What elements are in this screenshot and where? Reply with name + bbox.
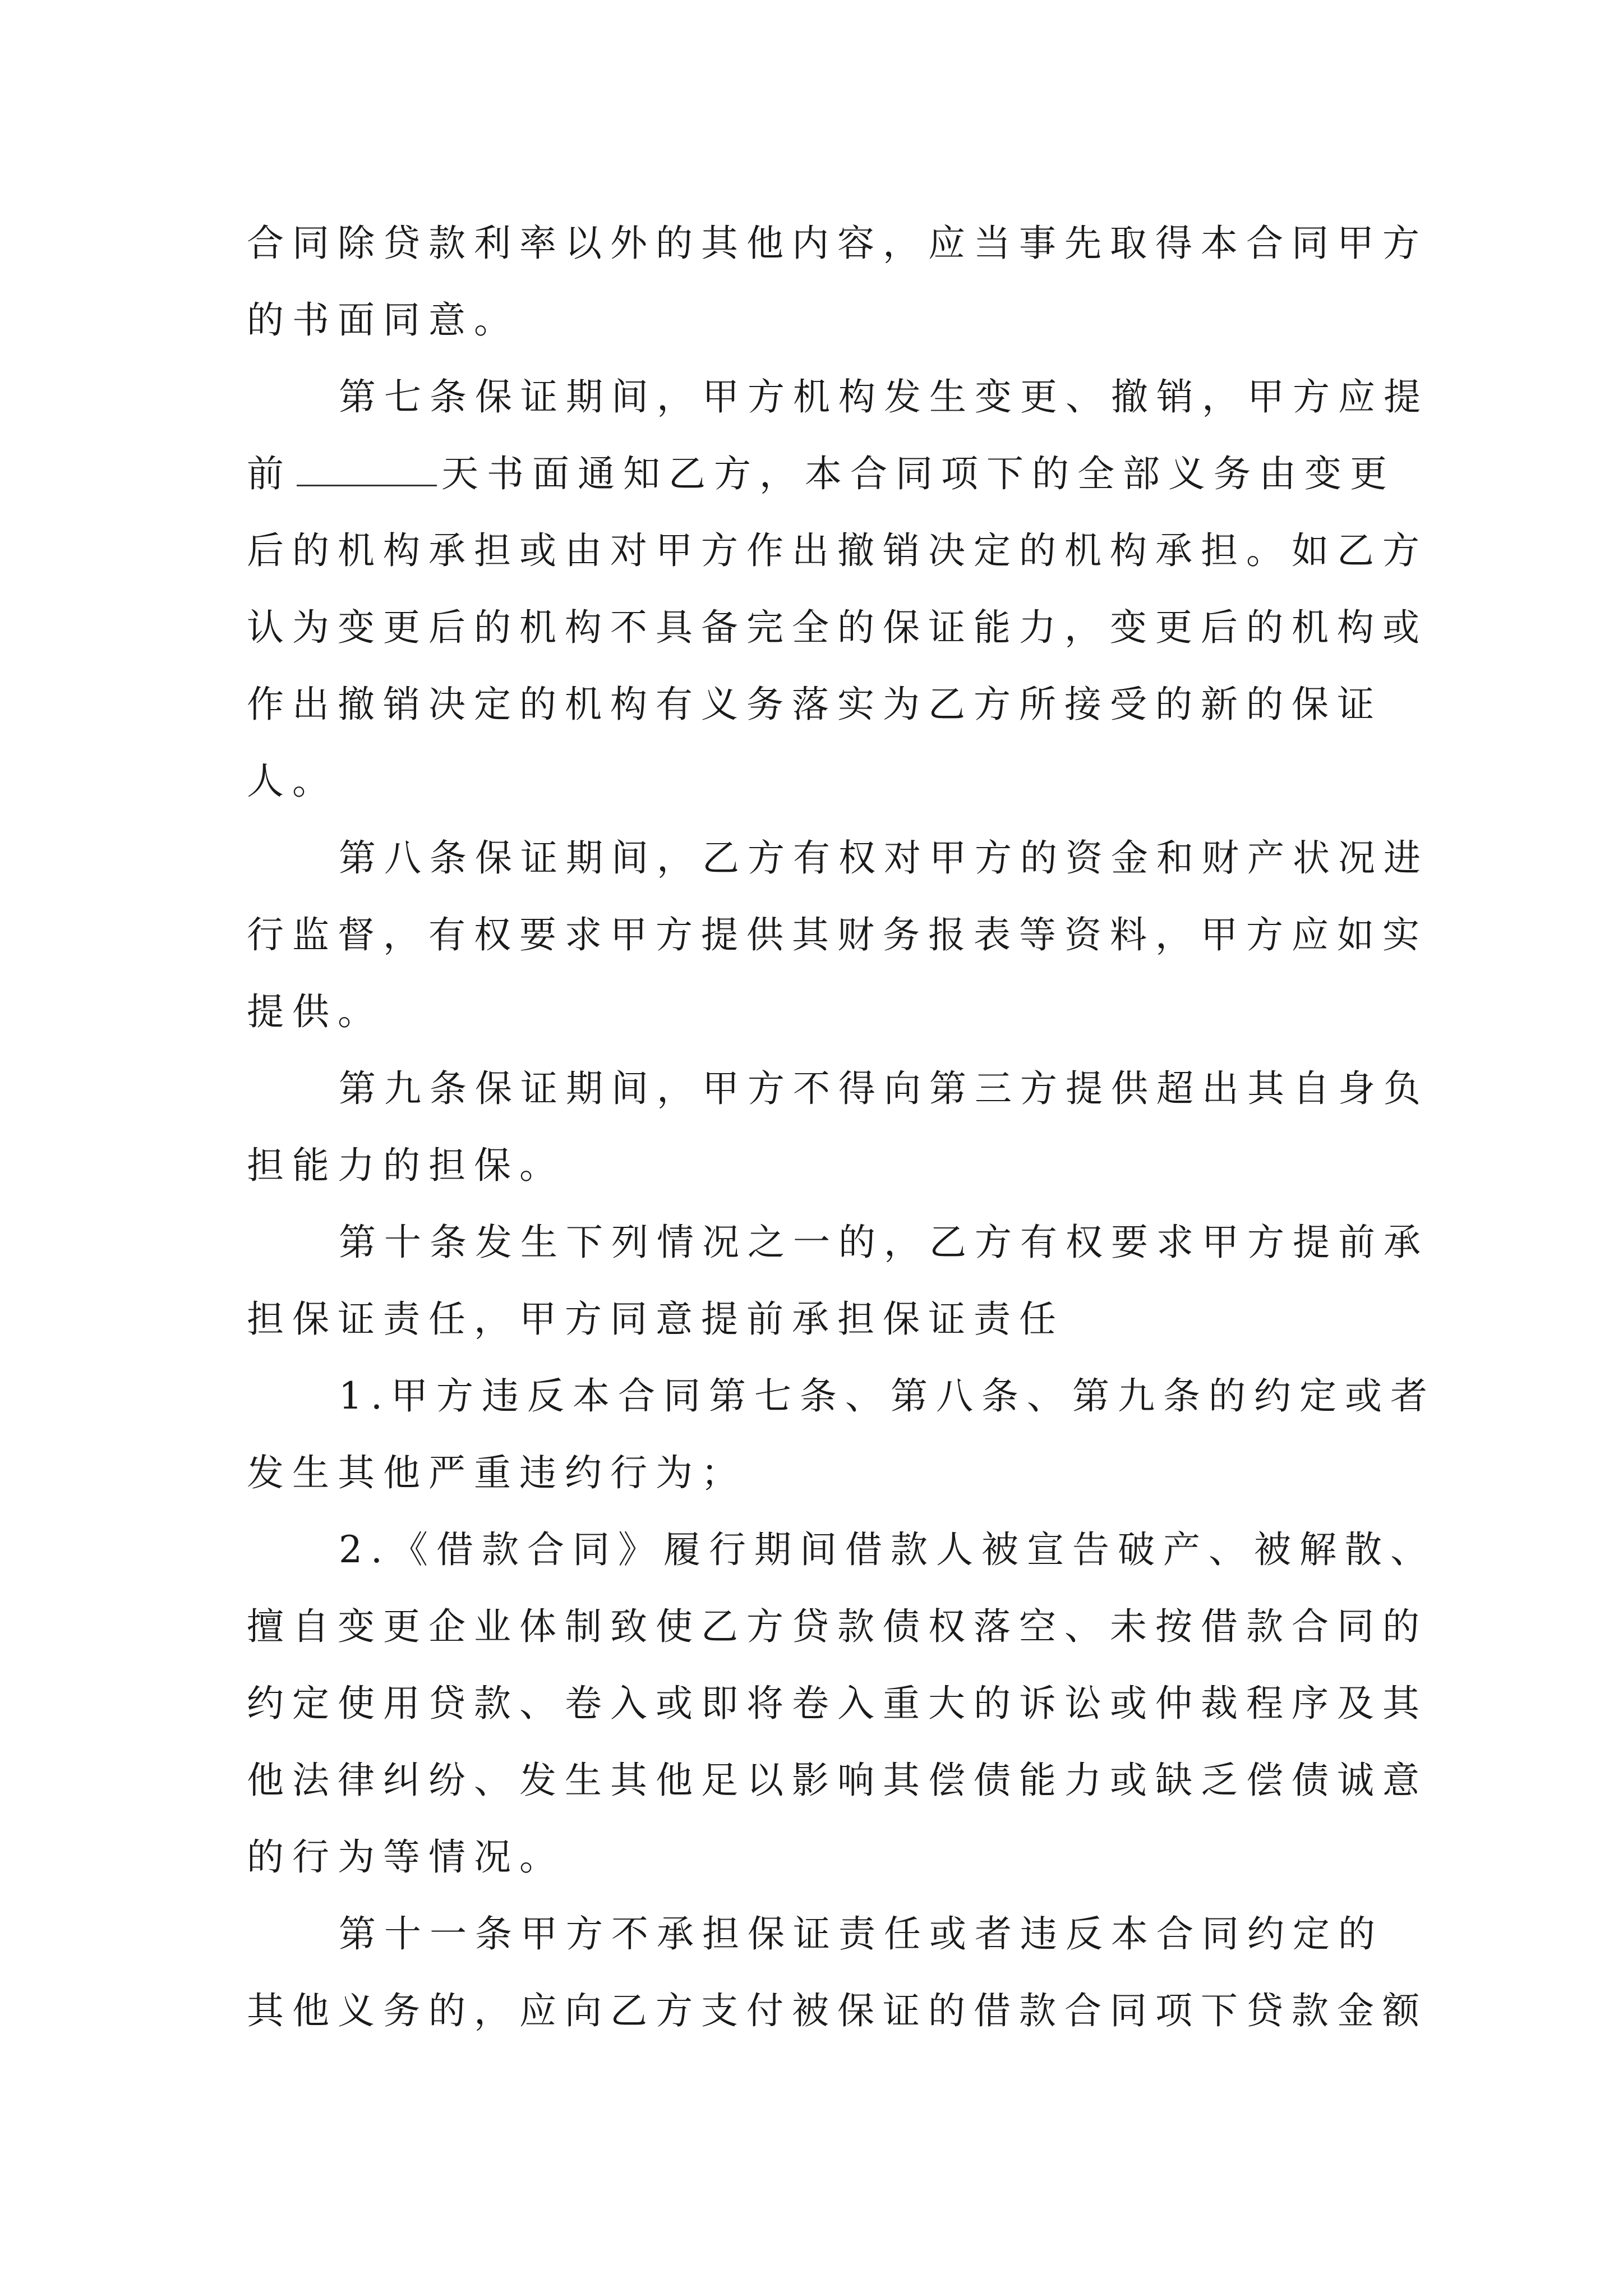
article-11-first-line: 第十一条甲方不承担保证责任或者违反本合同约定的 bbox=[339, 1912, 1384, 1955]
article-10-first-line: 第十条发生下列情况之一的，乙方有权要求甲方提前承 bbox=[339, 1221, 1429, 1264]
text-line: 人。 bbox=[247, 760, 338, 803]
text-line: 作出撤销决定的机构有义务落实为乙方所接受的新的保证 bbox=[247, 683, 1382, 726]
line-suffix: 天书面通知乙方，本合同项下的全部义务由变更 bbox=[441, 452, 1395, 495]
text-line-with-blank bbox=[247, 435, 1395, 512]
text-line: 约定使用贷款、卷入或即将卷入重大的诉讼或仲裁程序及其 bbox=[247, 1682, 1428, 1725]
article-8-first-line: 第八条保证期间，乙方有权对甲方的资金和财产状况进 bbox=[339, 836, 1429, 880]
text-line: 认为变更后的机构不具备完全的保证能力，变更后的机构或 bbox=[247, 606, 1428, 649]
text-line: 后的机构承担或由对甲方作出撤销决定的机构承担。如乙方 bbox=[247, 529, 1428, 572]
text-line: 合同除贷款利率以外的其他内容，应当事先取得本合同甲方 bbox=[247, 222, 1428, 265]
fill-in-blank[interactable] bbox=[297, 455, 437, 486]
item-1-first-line: 1.甲方违反本合同第七条、第八条、第九条的约定或者 bbox=[339, 1374, 1436, 1418]
article-9-first-line: 第九条保证期间，甲方不得向第三方提供超出其自身负 bbox=[339, 1067, 1429, 1110]
text-line: 的书面同意。 bbox=[247, 298, 519, 342]
item-2-first-line: 2.《借款合同》履行期间借款人被宣告破产、被解散、 bbox=[339, 1528, 1436, 1571]
text-line: 担保证责任，甲方同意提前承担保证责任 bbox=[247, 1297, 1064, 1341]
text-line: 担能力的担保。 bbox=[247, 1144, 565, 1187]
article-7-first-line: 第七条保证期间，甲方机构发生变更、撤销，甲方应提 bbox=[339, 375, 1429, 418]
line-prefix: 前 bbox=[247, 452, 292, 495]
text-line: 其他义务的，应向乙方支付被保证的借款合同项下贷款金额 bbox=[247, 1989, 1428, 2032]
text-line: 的行为等情况。 bbox=[247, 1835, 565, 1879]
text-line: 行监督，有权要求甲方提供其财务报表等资料，甲方应如实 bbox=[247, 913, 1428, 956]
text-line: 擅自变更企业体制致使乙方贷款债权落空、未按借款合同的 bbox=[247, 1605, 1428, 1648]
contract-body bbox=[247, 205, 1436, 2049]
text-line: 提供。 bbox=[247, 990, 383, 1033]
text-line: 他法律纠纷、发生其他足以影响其偿债能力或缺乏偿债诚意 bbox=[247, 1759, 1428, 1802]
text-line: 发生其他严重违约行为； bbox=[247, 1451, 746, 1494]
